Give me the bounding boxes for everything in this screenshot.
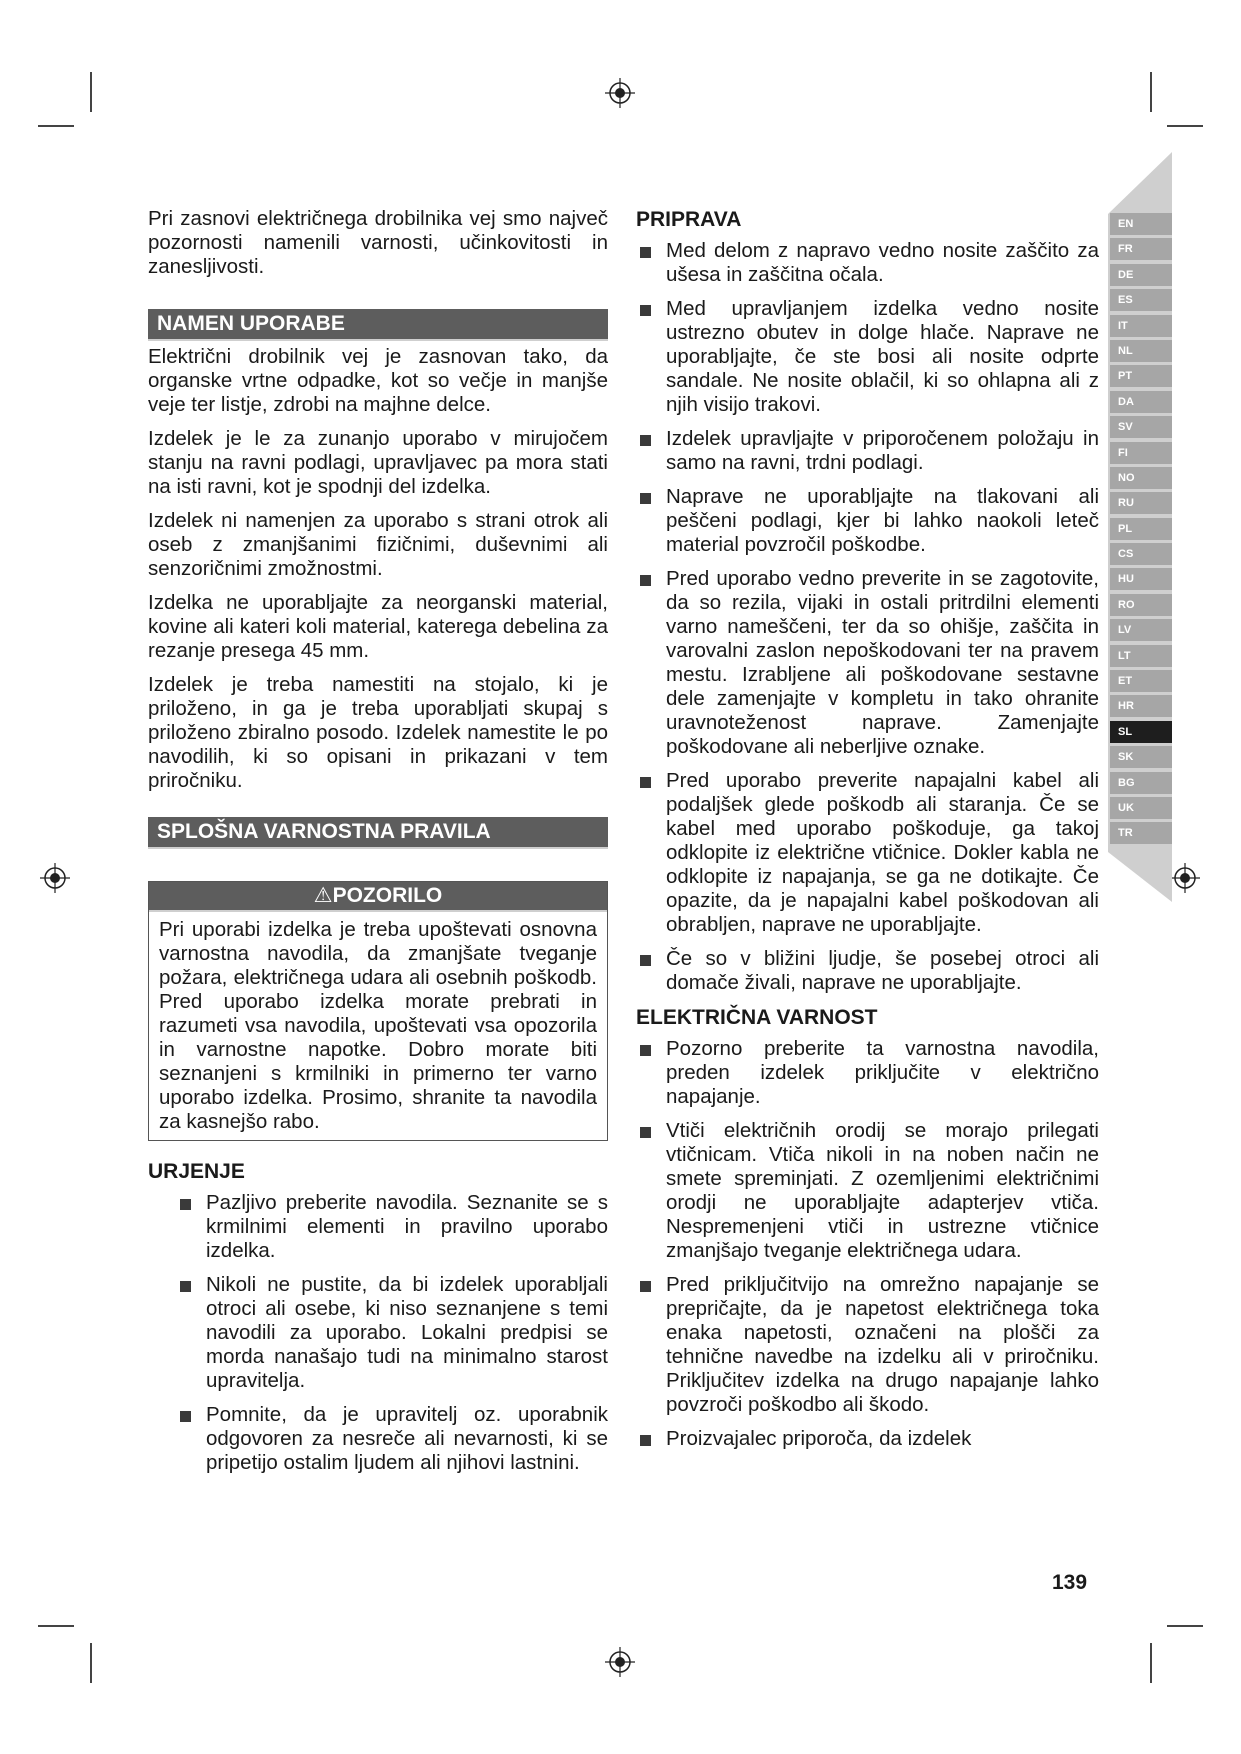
- crop-mark: [1150, 72, 1152, 112]
- language-tab-hu: HU: [1110, 568, 1172, 590]
- list-item: Če so v bližini ljudje, še posebej otroci ali domače živali, naprave ne uporabljajte.: [636, 947, 1099, 995]
- bullet-square-icon: [180, 1199, 191, 1210]
- right-column: [636, 207, 1099, 1461]
- language-tab-de: DE: [1110, 264, 1172, 286]
- warning-title: POZORILO: [332, 884, 443, 907]
- bullet-square-icon: [640, 305, 651, 316]
- bullet-square-icon: [180, 1281, 191, 1292]
- language-tab-sl: SL: [1110, 721, 1172, 743]
- intro-paragraph: Pri zasnovi električnega drobilnika vej smo največ pozornosti namenili varnosti, učinkovitosti in zanesljivosti.: [148, 207, 608, 278]
- registration-mark-icon: [1170, 863, 1200, 893]
- registration-mark-icon: [605, 1647, 635, 1677]
- bullet-square-icon: [640, 1281, 651, 1292]
- warning-box: [148, 881, 608, 1141]
- language-tab-pt: PT: [1110, 365, 1172, 387]
- crop-mark: [38, 125, 74, 127]
- registration-mark-icon: [605, 78, 635, 108]
- bullet-square-icon: [640, 1127, 651, 1138]
- list-item: Vtiči električnih orodij se morajo prilegati vtičnicam. Vtiča nikoli in na noben način ne smete spreminjati. Z ozemljenimi električnimi orodji ne uporabljajte adapterjev vtiča. Nespremenjeni vtiči in ustrezne vtičnice zmanjšajo tveganje električnega udara.: [636, 1119, 1099, 1263]
- list-item: Med delom z napravo vedno nosite zaščito za ušesa in zaščitna očala.: [636, 239, 1099, 287]
- priprava-list: [636, 239, 1099, 995]
- list-item: Pred uporabo vedno preverite in se zagotovite, da so rezila, vijaki in ostali pritrdilni elementi varno nameščeni, ter da so ohišje, zaščita in varovalni zaslon nepoškodovani ter na pravem mestu. Izrabljene ali poškodovane sestavne dele zamenjajte v kompletu in tako ohranite uravnoteženost naprave. Zamenjajte poškodovane ali neberljive oznake.: [636, 567, 1099, 759]
- crop-mark: [90, 1643, 92, 1683]
- splosna-varnostna-heading: SPLOŠNA VARNOSTNA PRAVILA: [148, 817, 608, 849]
- bullet-square-icon: [640, 247, 651, 258]
- list-item: Pomnite, da je upravitelj oz. uporabnik odgovoren za nesreče ali nevarnosti, ki se pripetijo ostalim ljudem ali njihovi lastnini.: [176, 1403, 608, 1475]
- bullet-square-icon: [640, 493, 651, 504]
- list-item: Pred priključitvijo na omrežno napajanje se prepričajte, da je napetost električnega toka enaka napetosti, označeni na plošči za tehnične navedbe na izdelku ali v priročniku. Priključitev izdelka na drugo napajanje lahko povzroči poškodbo ali škodo.: [636, 1273, 1099, 1417]
- language-tab-tr: TR: [1110, 822, 1172, 844]
- language-tab-no: NO: [1110, 467, 1172, 489]
- language-tab-hr: HR: [1110, 695, 1172, 717]
- urjenje-heading: URJENJE: [148, 1160, 245, 1183]
- language-tab-da: DA: [1110, 391, 1172, 413]
- bullet-square-icon: [640, 777, 651, 788]
- page-number: 139: [1052, 1571, 1088, 1594]
- bullet-square-icon: [180, 1411, 191, 1422]
- language-tab-it: IT: [1110, 315, 1172, 337]
- namen-uporabe-heading: NAMEN UPORABE: [148, 309, 608, 341]
- warning-icon: ⚠: [313, 884, 333, 907]
- priprava-heading: PRIPRAVA: [636, 208, 742, 231]
- namen-paragraph: Izdelka ne uporabljajte za neorganski material, kovine ali kateri koli material, katerega debelina za rezanje presega 45 mm.: [148, 591, 608, 662]
- bullet-square-icon: [640, 955, 651, 966]
- crop-mark: [1167, 1625, 1203, 1627]
- language-tab-pl: PL: [1110, 518, 1172, 540]
- elektricna-varnost-heading: ELEKTRIČNA VARNOST: [636, 1006, 878, 1029]
- language-tab-ro: RO: [1110, 594, 1172, 616]
- list-item: Pazljivo preberite navodila. Seznanite se s krmilnimi elementi in pravilno uporabo izdelka.: [176, 1191, 608, 1263]
- language-tab-sk: SK: [1110, 746, 1172, 768]
- language-tab-fr: FR: [1110, 238, 1172, 260]
- left-column: [148, 207, 608, 1485]
- list-item: Med upravljanjem izdelka vedno nosite ustrezno obutev in dolge hlače. Naprave ne uporabljajte, če ste bosi ali nosite odprte sandale. Ne nosite oblačil, ki so ohlapna ali z njih visijo trakovi.: [636, 297, 1099, 417]
- bullet-square-icon: [640, 575, 651, 586]
- list-item: Izdelek upravljajte v priporočenem položaju in samo na ravni, trdni podlagi.: [636, 427, 1099, 475]
- namen-paragraph: Izdelek ni namenjen za uporabo s strani otrok ali oseb z zmanjšanimi fizičnimi, duševnimi ali senzoričnimi zmožnostmi.: [148, 509, 608, 580]
- list-item: Pred uporabo preverite napajalni kabel ali podaljšek glede poškodb ali staranja. Če se kabel med uporabo poškoduje, ga takoj odklopite iz električne vtičnice. Dokler kabla ne odklopite iz napajanja, se ga ne dotikajte. Če opazite, da je napajalni kabel poškodovan ali obrabljen, naprave ne uporabljajte.: [636, 769, 1099, 937]
- list-item: Pozorno preberite ta varnostna navodila, preden izdelek priključite v električno napajanje.: [636, 1037, 1099, 1109]
- namen-paragraph: Električni drobilnik vej je zasnovan tako, da organske vrtne odpadke, kot so večje in manjše veje ter listje, zdrobi na majhne delce.: [148, 345, 608, 416]
- namen-paragraph: Izdelek je le za zunanjo uporabo v mirujočem stanju na ravni podlagi, upravljavec pa mora stati na isti ravni, kot je spodnji del izdelka.: [148, 427, 608, 498]
- language-tab-nl: NL: [1110, 340, 1172, 362]
- language-tab-lv: LV: [1110, 619, 1172, 641]
- language-tab-en: EN: [1110, 213, 1172, 235]
- list-item: Nikoli ne pustite, da bi izdelek uporabljali otroci ali osebe, ki niso seznanjene s temi navodili za uporabo. Lokalni predpisi se morda nanašajo tudi na minimalno starost upravitelja.: [176, 1273, 608, 1393]
- registration-mark-icon: [40, 863, 70, 893]
- language-tab-et: ET: [1110, 670, 1172, 692]
- urjenje-list: [148, 1191, 608, 1475]
- bullet-square-icon: [640, 1045, 651, 1056]
- list-item: Proizvajalec priporoča, da izdelek: [636, 1427, 1099, 1451]
- language-tab-uk: UK: [1110, 797, 1172, 819]
- bullet-square-icon: [640, 435, 651, 446]
- crop-mark: [1150, 1643, 1152, 1683]
- elektricna-list: [636, 1037, 1099, 1451]
- crop-mark: [38, 1625, 74, 1627]
- language-tab-bg: BG: [1110, 772, 1172, 794]
- warning-text: Pri uporabi izdelka je treba upoštevati osnovna varnostna navodila, da zmanjšate tveganje požara, električnega udara ali osebnih poškodb. Pred uporabo izdelka morate prebrati in razumeti vsa navodila, upoštevati vsa opozorila in varnostne napotke. Dobro morate biti seznanjeni s krmilniki in primerno ter varno uporabo izdelka. Prosimo, shranite ta navodila za kasnejšo rabo.: [159, 918, 597, 1133]
- list-item: Naprave ne uporabljajte na tlakovani ali peščeni podlagi, kjer bi lahko naokoli leteč material povzročil poškodbe.: [636, 485, 1099, 557]
- crop-mark: [1167, 125, 1203, 127]
- crop-mark: [90, 72, 92, 112]
- language-index: [1110, 213, 1172, 848]
- warning-header: [149, 882, 607, 912]
- namen-paragraph: Izdelek je treba namestiti na stojalo, ki je priloženo, in ga je treba uporabljati skupaj s priloženo zbiralno posodo. Izdelek namestite le po navodilih, ki so opisani in prikazani v tem priročniku.: [148, 673, 608, 792]
- language-tab-lt: LT: [1110, 645, 1172, 667]
- language-tab-ru: RU: [1110, 492, 1172, 514]
- language-tab-es: ES: [1110, 289, 1172, 311]
- language-tab-fi: FI: [1110, 442, 1172, 464]
- language-tab-cs: CS: [1110, 543, 1172, 565]
- bullet-square-icon: [640, 1435, 651, 1446]
- language-tab-sv: SV: [1110, 416, 1172, 438]
